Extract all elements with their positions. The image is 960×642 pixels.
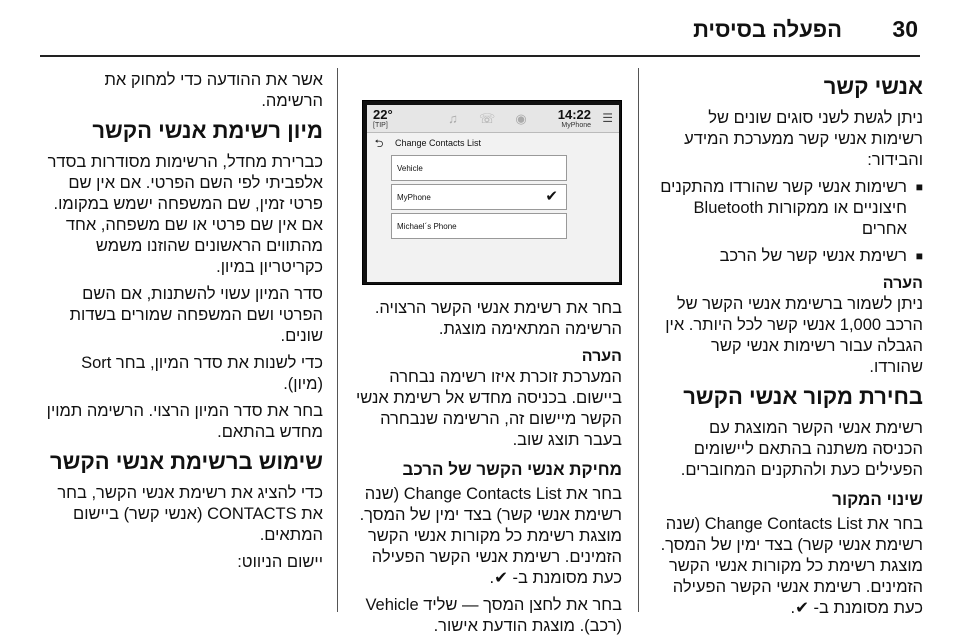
- bullet-item: ■ רשימות אנשי קשר שהורדו מהתקנים חיצוניים או ממקורות Bluetooth אחרים: [655, 177, 923, 240]
- temperature-readout: 22°: [373, 107, 393, 122]
- list-item-label: Vehicle: [397, 164, 423, 173]
- infotainment-screen: [367, 105, 619, 282]
- subsection-title: בחירת מקור אנשי הקשר: [683, 384, 923, 409]
- list-item-label: Michael´s Phone: [397, 222, 457, 231]
- screen-figure: [362, 100, 622, 285]
- note-body: המערכת זוכרת איזו רשימה נבחרה ביישום. בכניסה מחדש אל רשימת אנשי הקשר מיישום זה, הרשימה שנבחרה בעבר תוצג שוב.: [356, 368, 622, 449]
- list-item[interactable]: [391, 155, 567, 181]
- list-item[interactable]: [391, 184, 567, 210]
- paragraph: יישום הניווט:: [237, 553, 323, 571]
- screen-title: Change Contacts List: [395, 138, 482, 148]
- subheading: מחיקת אנשי הקשר של הרכב: [402, 460, 622, 479]
- paragraph: כברירת מחדל, הרשימות מסודרות בסדר אלפביתי לפי השם הפרטי. אם אין שם פרטי זמין, שם המשפחה ישמש במקומו. אם אין שם פרטי או שם משפחה, אחד מהתווים הראשונים שהוזנו משמש כקריטריון במיון.: [47, 153, 323, 276]
- paragraph: בחר את Change Contacts List (שנה רשימת אנשי קשר) בצד ימין של המסך. מוצגת רשימת כל מקורות אנשי הקשר הזמינים. רשימת אנשי הקשר הפעילה כעת מסומנת ב- ✔.: [359, 485, 622, 587]
- column-divider: [337, 68, 338, 612]
- paragraph: אשר את ההודעה כדי למחוק את הרשימה.: [104, 71, 323, 110]
- column-left: [45, 70, 323, 579]
- list-item-label: MyPhone: [397, 193, 431, 202]
- connected-phone-name: MyPhone: [561, 122, 591, 129]
- paragraph: בחר את Change Contacts List (שנה רשימת אנשי קשר) בצד ימין של המסך. מוצגת רשימת כל מקורות אנשי הקשר הזמינים. רשימת אנשי הקשר הפעילה כעת מסומנת ב- ✔.: [660, 515, 923, 617]
- subheading: שינוי המקור: [832, 490, 923, 509]
- section-title: אנשי קשר: [823, 74, 923, 99]
- check-icon: ✔: [545, 188, 558, 205]
- media-icon: ♫: [448, 111, 458, 126]
- note-body: ניתן לשמור ברשימת אנשי הקשר של הרכב 1,000 אנשי קשר לכל היותר. אין הגבלה עבור רשימות אנשי קשר שהורדו.: [665, 295, 923, 376]
- column-right: [655, 70, 923, 625]
- chapter-title: הפעלה בסיסית: [693, 17, 842, 42]
- menu-icon[interactable]: ☰: [602, 111, 613, 125]
- contacts-source-list: [391, 155, 567, 242]
- header-rule: [40, 55, 920, 57]
- nav-icon: ◉: [515, 111, 527, 126]
- paragraph: בחר את סדר המיון הרצוי. הרשימה תמוין מחדש בהתאם.: [46, 402, 323, 441]
- clock: 14:22: [557, 107, 591, 122]
- paragraph: בחר את לחצן המסך — שליד Vehicle (רכב). מוצגת הודעת אישור.: [365, 596, 622, 635]
- page-header: [0, 0, 960, 46]
- page-number: 30: [892, 16, 918, 42]
- paragraph: כדי להציג את רשימת אנשי הקשר, בחר את CONTACTS (אנשי קשר) ביישום המתאים.: [57, 484, 323, 544]
- column-divider: [638, 68, 639, 612]
- status-bar: [367, 105, 619, 133]
- subsection-title: שימוש ברשימת אנשי הקשר: [49, 449, 323, 474]
- tip-indicator: [TIP]: [373, 122, 388, 129]
- paragraph: כדי לשנות את סדר המיון, בחר Sort (מיון).: [81, 354, 323, 393]
- paragraph: בחר את רשימת אנשי הקשר הרצויה. הרשימה המתאימה מוצגת.: [374, 299, 622, 338]
- subsection-title: מיון רשימת אנשי הקשר: [92, 118, 323, 143]
- back-arrow-icon[interactable]: ⮌: [374, 138, 384, 150]
- note-title: הערה: [882, 275, 923, 292]
- intro-paragraph: ניתן לגשת לשני סוגים שונים של רשימות אנשי קשר ממערכת המידע והבידור:: [684, 109, 923, 169]
- paragraph: רשימת אנשי הקשר המוצגת עם הכניסה משתנה בהתאם ליישומים הפעילים כעת ולהתקנים המחוברים.: [680, 419, 923, 479]
- phone-icon: ☏: [479, 111, 496, 126]
- paragraph: סדר המיון עשוי להשתנות, אם השם הפרטי ושם המשפחה שמורים בשדות שונים.: [69, 285, 323, 345]
- note-title: הערה: [581, 348, 622, 365]
- screen-title-bar: [367, 135, 619, 153]
- column-middle: [350, 298, 622, 642]
- list-item[interactable]: [391, 213, 567, 239]
- bullet-item: ■ רשימת אנשי קשר של הרכב: [655, 246, 923, 267]
